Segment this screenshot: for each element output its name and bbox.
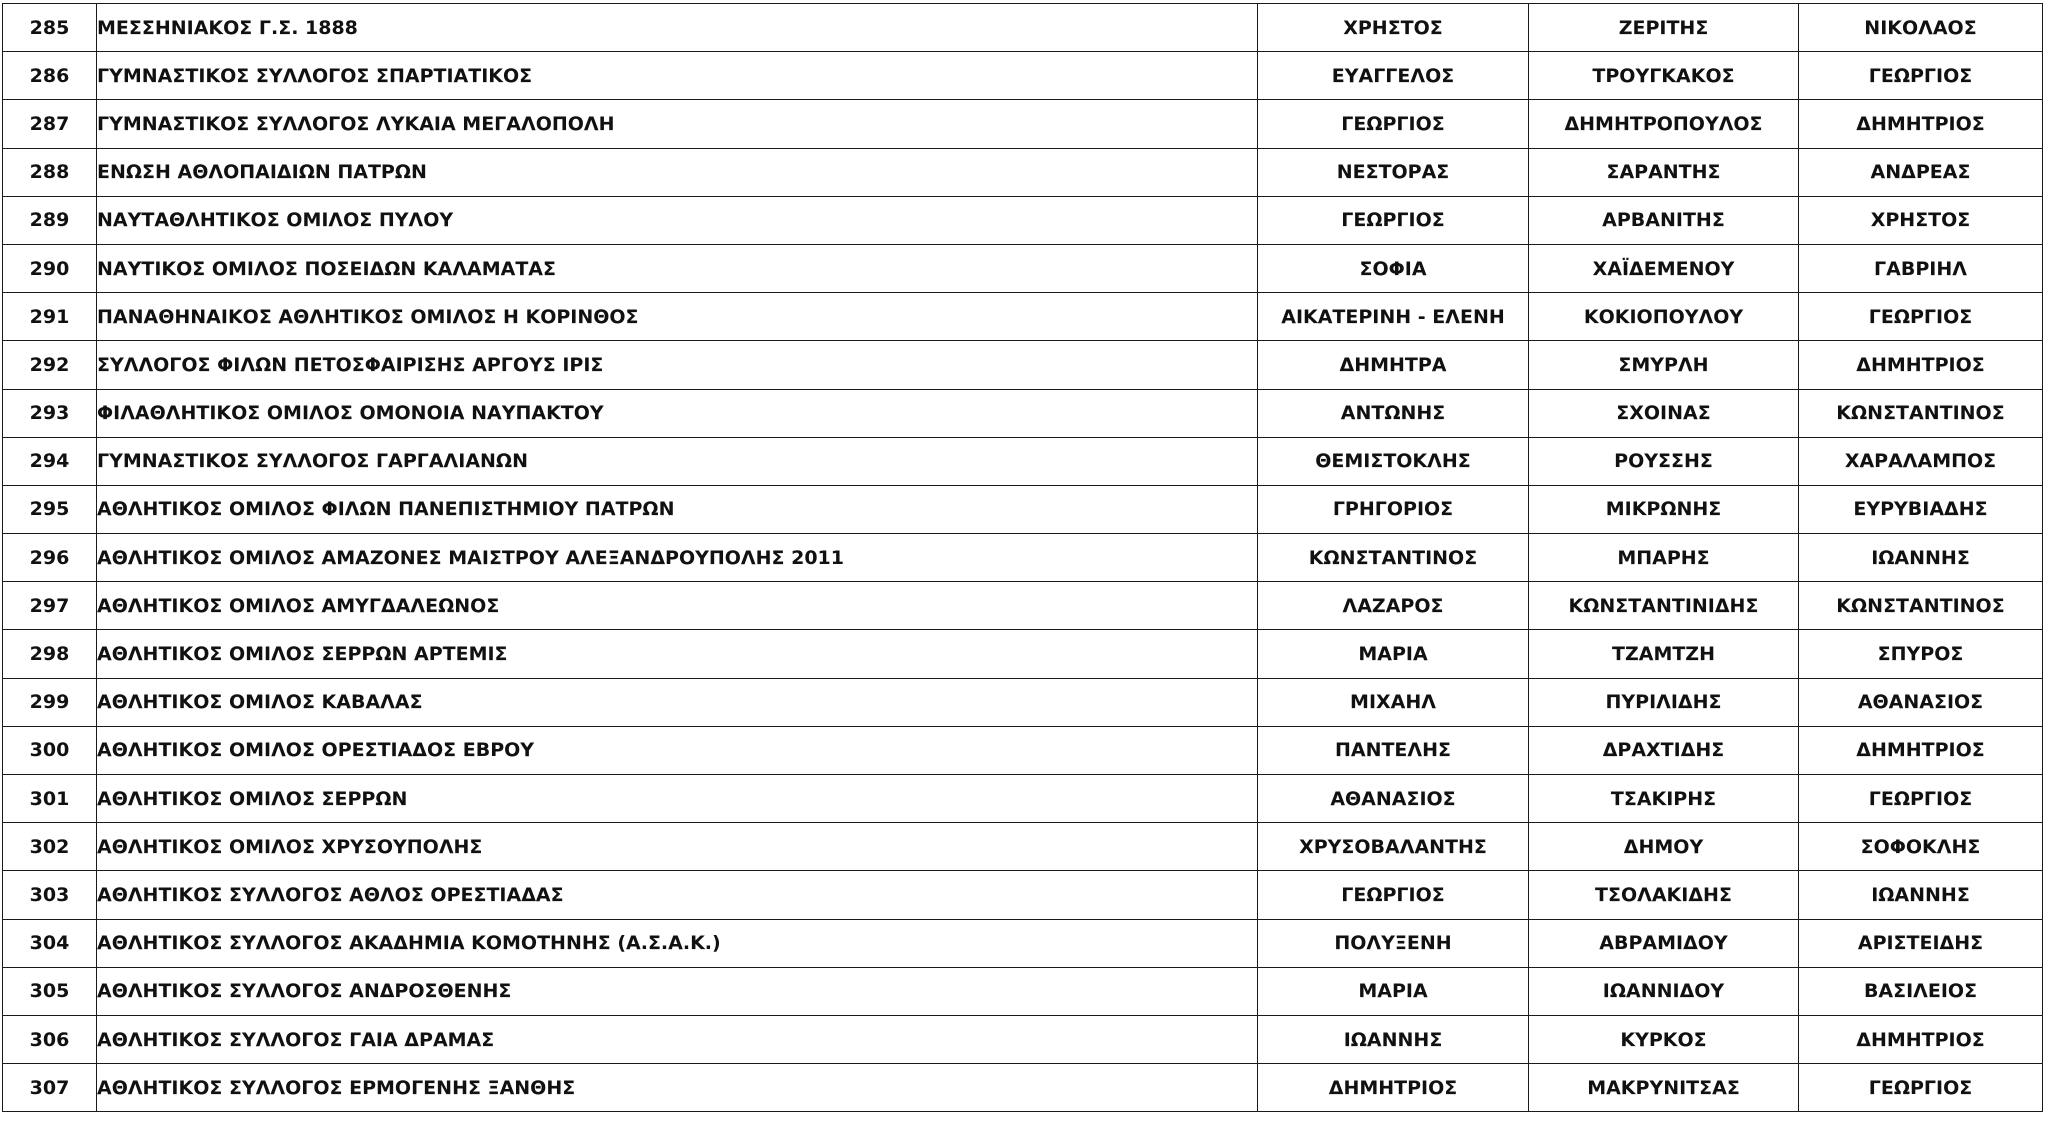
club-name-cell: ΑΘΛΗΤΙΚΟΣ ΣΥΛΛΟΓΟΣ ΓΑΙΑ ΔΡΑΜΑΣ bbox=[97, 1015, 1258, 1063]
first-name-cell: ΜΑΡΙΑ bbox=[1258, 630, 1529, 678]
last-name-cell: ΜΑΚΡΥΝΙΤΣΑΣ bbox=[1529, 1064, 1799, 1112]
first-name-cell: ΛΑΖΑΡΟΣ bbox=[1258, 582, 1529, 630]
row-number-cell: 289 bbox=[3, 196, 97, 244]
club-name-cell: ΦΙΛΑΘΛΗΤΙΚΟΣ ΟΜΙΛΟΣ ΟΜΟΝΟΙΑ ΝΑΥΠΑΚΤΟΥ bbox=[97, 389, 1258, 437]
first-name-cell: ΣΟΦΙΑ bbox=[1258, 244, 1529, 292]
first-name-cell: ΜΙΧΑΗΛ bbox=[1258, 678, 1529, 726]
row-number-cell: 302 bbox=[3, 823, 97, 871]
table-row bbox=[3, 148, 2043, 196]
club-name-cell: ΝΑΥΤΙΚΟΣ ΟΜΙΛΟΣ ΠΟΣΕΙΔΩΝ ΚΑΛΑΜΑΤΑΣ bbox=[97, 244, 1258, 292]
table-row bbox=[3, 967, 2043, 1015]
last-name-cell: ΜΠΑΡΗΣ bbox=[1529, 534, 1799, 582]
club-name-cell: ΑΘΛΗΤΙΚΟΣ ΟΜΙΛΟΣ ΣΕΡΡΩΝ ΑΡΤΕΜΙΣ bbox=[97, 630, 1258, 678]
club-name-cell: ΑΘΛΗΤΙΚΟΣ ΟΜΙΛΟΣ ΑΜΑΖΟΝΕΣ ΜΑΙΣΤΡΟΥ ΑΛΕΞΑΝΔΡΟΥΠΟΛΗΣ 2011 bbox=[97, 534, 1258, 582]
row-number-cell: 295 bbox=[3, 485, 97, 533]
first-name-cell: ΓΡΗΓΟΡΙΟΣ bbox=[1258, 485, 1529, 533]
first-name-cell: ΠΟΛΥΞΕΝΗ bbox=[1258, 919, 1529, 967]
registry-table bbox=[2, 3, 2043, 1112]
father-name-cell: ΣΟΦΟΚΛΗΣ bbox=[1799, 823, 2043, 871]
club-name-cell: ΑΘΛΗΤΙΚΟΣ ΟΜΙΛΟΣ ΚΑΒΑΛΑΣ bbox=[97, 678, 1258, 726]
row-number-cell: 301 bbox=[3, 775, 97, 823]
row-number-cell: 299 bbox=[3, 678, 97, 726]
first-name-cell: ΝΕΣΤΟΡΑΣ bbox=[1258, 148, 1529, 196]
table-row bbox=[3, 100, 2043, 148]
row-number-cell: 286 bbox=[3, 52, 97, 100]
row-number-cell: 288 bbox=[3, 148, 97, 196]
last-name-cell: ΖΕΡΙΤΗΣ bbox=[1529, 4, 1799, 52]
father-name-cell: ΓΕΩΡΓΙΟΣ bbox=[1799, 293, 2043, 341]
father-name-cell: ΔΗΜΗΤΡΙΟΣ bbox=[1799, 1015, 2043, 1063]
table-row bbox=[3, 293, 2043, 341]
row-number-cell: 287 bbox=[3, 100, 97, 148]
row-number-cell: 297 bbox=[3, 582, 97, 630]
row-number-cell: 291 bbox=[3, 293, 97, 341]
row-number-cell: 305 bbox=[3, 967, 97, 1015]
father-name-cell: ΚΩΝΣΤΑΝΤΙΝΟΣ bbox=[1799, 389, 2043, 437]
row-number-cell: 307 bbox=[3, 1064, 97, 1112]
last-name-cell: ΤΖΑΜΤΖΗ bbox=[1529, 630, 1799, 678]
father-name-cell: ΙΩΑΝΝΗΣ bbox=[1799, 534, 2043, 582]
first-name-cell: ΑΘΑΝΑΣΙΟΣ bbox=[1258, 775, 1529, 823]
club-name-cell: ΑΘΛΗΤΙΚΟΣ ΣΥΛΛΟΓΟΣ ΑΝΔΡΟΣΘΕΝΗΣ bbox=[97, 967, 1258, 1015]
club-name-cell: ΑΘΛΗΤΙΚΟΣ ΟΜΙΛΟΣ ΟΡΕΣΤΙΑΔΟΣ ΕΒΡΟΥ bbox=[97, 726, 1258, 774]
club-name-cell: ΜΕΣΣΗΝΙΑΚΟΣ Γ.Σ. 1888 bbox=[97, 4, 1258, 52]
father-name-cell: ΔΗΜΗΤΡΙΟΣ bbox=[1799, 100, 2043, 148]
table-row bbox=[3, 4, 2043, 52]
club-name-cell: ΠΑΝΑΘΗΝΑΙΚΟΣ ΑΘΛΗΤΙΚΟΣ ΟΜΙΛΟΣ Η ΚΟΡΙΝΘΟΣ bbox=[97, 293, 1258, 341]
first-name-cell: ΓΕΩΡΓΙΟΣ bbox=[1258, 196, 1529, 244]
last-name-cell: ΣΧΟΙΝΑΣ bbox=[1529, 389, 1799, 437]
father-name-cell: ΒΑΣΙΛΕΙΟΣ bbox=[1799, 967, 2043, 1015]
table-row bbox=[3, 389, 2043, 437]
father-name-cell: ΧΡΗΣΤΟΣ bbox=[1799, 196, 2043, 244]
father-name-cell: ΕΥΡΥΒΙΑΔΗΣ bbox=[1799, 485, 2043, 533]
table-row bbox=[3, 1064, 2043, 1112]
table-row bbox=[3, 244, 2043, 292]
first-name-cell: ΙΩΑΝΝΗΣ bbox=[1258, 1015, 1529, 1063]
last-name-cell: ΠΥΡΙΛΙΔΗΣ bbox=[1529, 678, 1799, 726]
club-name-cell: ΓΥΜΝΑΣΤΙΚΟΣ ΣΥΛΛΟΓΟΣ ΓΑΡΓΑΛΙΑΝΩΝ bbox=[97, 437, 1258, 485]
registry-table-body bbox=[3, 4, 2043, 1112]
first-name-cell: ΔΗΜΗΤΡΑ bbox=[1258, 341, 1529, 389]
row-number-cell: 300 bbox=[3, 726, 97, 774]
last-name-cell: ΔΡΑΧΤΙΔΗΣ bbox=[1529, 726, 1799, 774]
row-number-cell: 290 bbox=[3, 244, 97, 292]
last-name-cell: ΙΩΑΝΝΙΔΟΥ bbox=[1529, 967, 1799, 1015]
last-name-cell: ΔΗΜΟΥ bbox=[1529, 823, 1799, 871]
father-name-cell: ΚΩΝΣΤΑΝΤΙΝΟΣ bbox=[1799, 582, 2043, 630]
club-name-cell: ΑΘΛΗΤΙΚΟΣ ΟΜΙΛΟΣ ΣΕΡΡΩΝ bbox=[97, 775, 1258, 823]
club-name-cell: ΑΘΛΗΤΙΚΟΣ ΣΥΛΛΟΓΟΣ ΑΘΛΟΣ ΟΡΕΣΤΙΑΔΑΣ bbox=[97, 871, 1258, 919]
club-name-cell: ΑΘΛΗΤΙΚΟΣ ΟΜΙΛΟΣ ΑΜΥΓΔΑΛΕΩΝΟΣ bbox=[97, 582, 1258, 630]
table-row bbox=[3, 871, 2043, 919]
last-name-cell: ΡΟΥΣΣΗΣ bbox=[1529, 437, 1799, 485]
last-name-cell: ΧΑΪΔΕΜΕΝΟΥ bbox=[1529, 244, 1799, 292]
club-name-cell: ΑΘΛΗΤΙΚΟΣ ΟΜΙΛΟΣ ΦΙΛΩΝ ΠΑΝΕΠΙΣΤΗΜΙΟΥ ΠΑΤΡΩΝ bbox=[97, 485, 1258, 533]
father-name-cell: ΙΩΑΝΝΗΣ bbox=[1799, 871, 2043, 919]
father-name-cell: ΝΙΚΟΛΑΟΣ bbox=[1799, 4, 2043, 52]
table-row bbox=[3, 775, 2043, 823]
father-name-cell: ΔΗΜΗΤΡΙΟΣ bbox=[1799, 726, 2043, 774]
first-name-cell: ΑΙΚΑΤΕΡΙΝΗ - ΕΛΕΝΗ bbox=[1258, 293, 1529, 341]
club-name-cell: ΓΥΜΝΑΣΤΙΚΟΣ ΣΥΛΛΟΓΟΣ ΛΥΚΑΙΑ ΜΕΓΑΛΟΠΟΛΗ bbox=[97, 100, 1258, 148]
last-name-cell: ΑΡΒΑΝΙΤΗΣ bbox=[1529, 196, 1799, 244]
table-row bbox=[3, 919, 2043, 967]
row-number-cell: 294 bbox=[3, 437, 97, 485]
last-name-cell: ΑΒΡΑΜΙΔΟΥ bbox=[1529, 919, 1799, 967]
last-name-cell: ΚΥΡΚΟΣ bbox=[1529, 1015, 1799, 1063]
last-name-cell: ΣΑΡΑΝΤΗΣ bbox=[1529, 148, 1799, 196]
club-name-cell: ΣΥΛΛΟΓΟΣ ΦΙΛΩΝ ΠΕΤΟΣΦΑΙΡΙΣΗΣ ΑΡΓΟΥΣ ΙΡΙΣ bbox=[97, 341, 1258, 389]
club-name-cell: ΓΥΜΝΑΣΤΙΚΟΣ ΣΥΛΛΟΓΟΣ ΣΠΑΡΤΙΑΤΙΚΟΣ bbox=[97, 52, 1258, 100]
last-name-cell: ΚΩΝΣΤΑΝΤΙΝΙΔΗΣ bbox=[1529, 582, 1799, 630]
row-number-cell: 285 bbox=[3, 4, 97, 52]
father-name-cell: ΓΑΒΡΙΗΛ bbox=[1799, 244, 2043, 292]
father-name-cell: ΑΝΔΡΕΑΣ bbox=[1799, 148, 2043, 196]
first-name-cell: ΕΥΑΓΓΕΛΟΣ bbox=[1258, 52, 1529, 100]
club-name-cell: ΝΑΥΤΑΘΛΗΤΙΚΟΣ ΟΜΙΛΟΣ ΠΥΛΟΥ bbox=[97, 196, 1258, 244]
first-name-cell: ΚΩΝΣΤΑΝΤΙΝΟΣ bbox=[1258, 534, 1529, 582]
father-name-cell: ΔΗΜΗΤΡΙΟΣ bbox=[1799, 341, 2043, 389]
row-number-cell: 292 bbox=[3, 341, 97, 389]
last-name-cell: ΜΙΚΡΩΝΗΣ bbox=[1529, 485, 1799, 533]
club-name-cell: ΑΘΛΗΤΙΚΟΣ ΣΥΛΛΟΓΟΣ ΑΚΑΔΗΜΙΑ ΚΟΜΟΤΗΝΗΣ (Α.Σ.Α.Κ.) bbox=[97, 919, 1258, 967]
club-name-cell: ΑΘΛΗΤΙΚΟΣ ΟΜΙΛΟΣ ΧΡΥΣΟΥΠΟΛΗΣ bbox=[97, 823, 1258, 871]
table-row bbox=[3, 678, 2043, 726]
table-row bbox=[3, 485, 2043, 533]
first-name-cell: ΓΕΩΡΓΙΟΣ bbox=[1258, 871, 1529, 919]
row-number-cell: 303 bbox=[3, 871, 97, 919]
father-name-cell: ΓΕΩΡΓΙΟΣ bbox=[1799, 775, 2043, 823]
father-name-cell: ΣΠΥΡΟΣ bbox=[1799, 630, 2043, 678]
first-name-cell: ΜΑΡΙΑ bbox=[1258, 967, 1529, 1015]
row-number-cell: 298 bbox=[3, 630, 97, 678]
first-name-cell: ΑΝΤΩΝΗΣ bbox=[1258, 389, 1529, 437]
table-row bbox=[3, 52, 2043, 100]
club-name-cell: ΕΝΩΣΗ ΑΘΛΟΠΑΙΔΙΩΝ ΠΑΤΡΩΝ bbox=[97, 148, 1258, 196]
row-number-cell: 296 bbox=[3, 534, 97, 582]
row-number-cell: 304 bbox=[3, 919, 97, 967]
last-name-cell: ΤΣΑΚΙΡΗΣ bbox=[1529, 775, 1799, 823]
father-name-cell: ΧΑΡΑΛΑΜΠΟΣ bbox=[1799, 437, 2043, 485]
last-name-cell: ΔΗΜΗΤΡΟΠΟΥΛΟΣ bbox=[1529, 100, 1799, 148]
father-name-cell: ΓΕΩΡΓΙΟΣ bbox=[1799, 1064, 2043, 1112]
table-row bbox=[3, 726, 2043, 774]
row-number-cell: 293 bbox=[3, 389, 97, 437]
table-row bbox=[3, 823, 2043, 871]
first-name-cell: ΧΡΗΣΤΟΣ bbox=[1258, 4, 1529, 52]
father-name-cell: ΑΘΑΝΑΣΙΟΣ bbox=[1799, 678, 2043, 726]
table-row bbox=[3, 1015, 2043, 1063]
first-name-cell: ΘΕΜΙΣΤΟΚΛΗΣ bbox=[1258, 437, 1529, 485]
table-row bbox=[3, 437, 2043, 485]
table-row bbox=[3, 582, 2043, 630]
row-number-cell: 306 bbox=[3, 1015, 97, 1063]
last-name-cell: ΤΣΟΛΑΚΙΔΗΣ bbox=[1529, 871, 1799, 919]
table-row bbox=[3, 630, 2043, 678]
father-name-cell: ΓΕΩΡΓΙΟΣ bbox=[1799, 52, 2043, 100]
table-row bbox=[3, 534, 2043, 582]
first-name-cell: ΠΑΝΤΕΛΗΣ bbox=[1258, 726, 1529, 774]
last-name-cell: ΚΟΚΙΟΠΟΥΛΟΥ bbox=[1529, 293, 1799, 341]
first-name-cell: ΧΡΥΣΟΒΑΛΑΝΤΗΣ bbox=[1258, 823, 1529, 871]
club-name-cell: ΑΘΛΗΤΙΚΟΣ ΣΥΛΛΟΓΟΣ ΕΡΜΟΓΕΝΗΣ ΞΑΝΘΗΣ bbox=[97, 1064, 1258, 1112]
first-name-cell: ΔΗΜΗΤΡΙΟΣ bbox=[1258, 1064, 1529, 1112]
table-row bbox=[3, 196, 2043, 244]
last-name-cell: ΣΜΥΡΛΗ bbox=[1529, 341, 1799, 389]
last-name-cell: ΤΡΟΥΓΚΑΚΟΣ bbox=[1529, 52, 1799, 100]
first-name-cell: ΓΕΩΡΓΙΟΣ bbox=[1258, 100, 1529, 148]
table-row bbox=[3, 341, 2043, 389]
father-name-cell: ΑΡΙΣΤΕΙΔΗΣ bbox=[1799, 919, 2043, 967]
